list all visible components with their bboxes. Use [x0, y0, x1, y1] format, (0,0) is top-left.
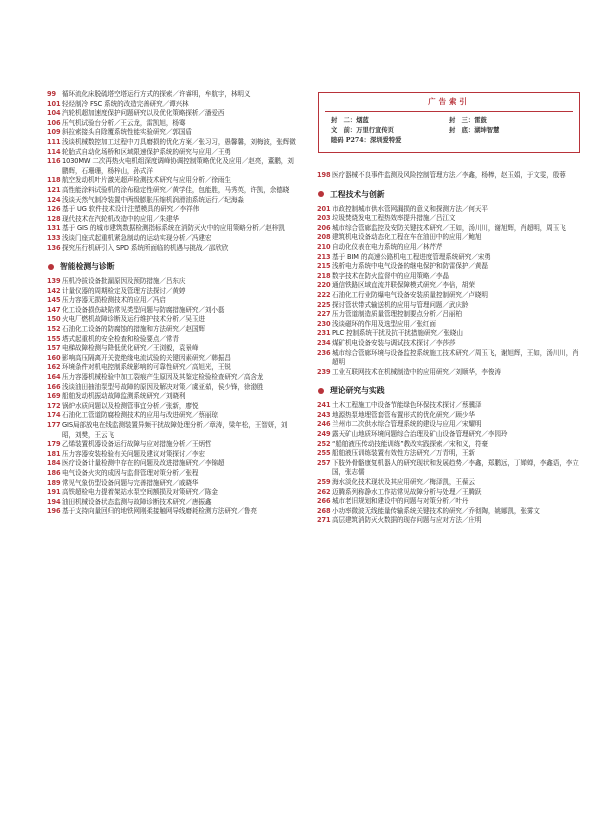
toc-entry[interactable]	[318, 243, 580, 253]
article-title: 高铁超检电力提着架站水泵空间额损及对策研究／陈金	[62, 488, 218, 497]
toc-entry[interactable]	[318, 224, 580, 234]
toc-entry[interactable]	[48, 488, 300, 498]
page-number: 116	[47, 157, 61, 166]
toc-entry[interactable]	[48, 363, 300, 373]
page-number: 169	[47, 392, 61, 401]
page-number: 241	[317, 401, 331, 410]
page-number: 186	[47, 468, 61, 477]
article-title: 压力容器无损检测技术的应用／冯启	[62, 296, 166, 305]
toc-entry[interactable]	[48, 277, 300, 287]
toc-entry[interactable]	[318, 301, 580, 311]
page-number: 215	[317, 262, 331, 271]
toc-entry[interactable]	[48, 234, 300, 244]
toc-entry[interactable]	[48, 157, 300, 176]
page-number: 111	[47, 137, 61, 146]
ad-index-box	[318, 92, 580, 153]
page-number: 155	[47, 334, 61, 343]
page-number: 225	[317, 300, 331, 309]
article-title: 浅谈机械数控加工过程中刀具磨损的优化方案／张习习，愚馨馨，刘梅波，张辉微	[62, 137, 296, 146]
page-number: 128	[47, 214, 61, 223]
toc-entry[interactable]	[48, 498, 300, 508]
page-number: 257	[317, 458, 331, 467]
toc-entry[interactable]	[318, 214, 580, 224]
right-article-list	[318, 171, 580, 526]
page-number: 206	[317, 223, 331, 232]
article-title: 城市综合管廊环境与设备监控系统施工技术研究／周玉飞，谢旭辉，王如，汤川川，肖超明	[332, 348, 579, 367]
page-number: 106	[47, 118, 61, 127]
page-number: 271	[317, 516, 331, 525]
article-title: 建筑机电设备动态化工程在车在油田中的应用／鲍旭	[332, 233, 482, 242]
article-title: 浅谈门座式起重机紧急制动的运动实现分析／冯建宏	[62, 233, 212, 242]
article-title: 自动化仪表在电力系统的应用／林芹芹	[332, 242, 443, 251]
article-title: 船舶发动机振动故障监测系统研究／刘晓利	[62, 392, 186, 401]
article-title: “船舶液压传动技能训练”教改实践探索／宋和义，符豪	[332, 439, 488, 448]
toc-entry[interactable]	[48, 148, 300, 158]
page-number: 194	[47, 497, 61, 506]
article-title: 斜拉索接头自除覆系统性能实验研究／郭国盾	[62, 128, 192, 137]
page-number: 218	[317, 271, 331, 280]
article-title: 电梯故障检测与降低优化研究／王浏毅，袁景峰	[62, 344, 199, 353]
toc-entry[interactable]	[48, 215, 300, 225]
article-title: 城市综合管廊监控及安防关键技术研究／王如，汤川川，谢旭辉，肖超明，周玉飞	[332, 223, 566, 232]
toc-entry[interactable]	[48, 402, 300, 412]
ad-cell: 睦码 P274：深圳爱特爱	[331, 137, 402, 144]
page-number: 172	[47, 401, 61, 410]
toc-entry[interactable]	[318, 368, 580, 378]
article-title: 探究压行机研引入 SPD 系统所面临的机遇与挑战／邵欣欣	[62, 243, 229, 252]
page-number: 213	[317, 252, 331, 261]
page-number: 259	[317, 478, 331, 487]
toc-entry[interactable]	[48, 325, 300, 335]
article-title: 影响高压隔离开关瓷绝缘电流试验的关键因素研究／韩振昌	[62, 353, 231, 362]
toc-entry[interactable]	[318, 291, 580, 301]
toc-entry[interactable]	[48, 392, 300, 402]
article-title: 压气机试验台分析／王云龙，雷凯旭，杨骞	[62, 118, 186, 127]
toc-entry[interactable]	[318, 430, 580, 440]
right-column	[318, 90, 580, 526]
toc-entry[interactable]	[48, 411, 300, 421]
article-title: 现代技术在汽轮机改造中的应用／朱建华	[62, 214, 179, 223]
article-title: 高层建筑消防灭火数据的现存问题与应对方法／庄明	[332, 516, 482, 525]
toc-entry[interactable]	[48, 344, 300, 354]
page-number: 220	[317, 281, 331, 290]
article-title: 基于 GIS 的城市建筑数据检测指标系统在消防灭火中的应用策略分析／赵梓凯	[62, 224, 285, 233]
toc-entry[interactable]	[48, 459, 300, 469]
page-number: 231	[317, 329, 331, 338]
ad-cell: 封 二：烟蓝	[331, 117, 369, 124]
article-title: 浅析电力系统中电气设备的继电保护和防雷保护／黄磊	[332, 262, 488, 271]
toc-entry[interactable]	[48, 335, 300, 345]
ad-cell: 封 三：雷鼓	[449, 117, 487, 124]
page-number: 131	[47, 224, 61, 233]
toc-entry[interactable]	[318, 205, 580, 215]
article-title: 计量仪器的周期检定及管理方法探讨／黄婷	[62, 286, 186, 295]
article-title: 基于 UG 软件技术设计注塑模具的研究／李祥伟	[62, 205, 200, 214]
toc-entry[interactable]	[48, 383, 300, 393]
article-title: 乙烯装置机器设备运行故障与应对措施分析／王炳哲	[62, 440, 212, 449]
page-number: 266	[317, 497, 331, 506]
toc-entry[interactable]	[48, 100, 300, 110]
article-title: 航空发动机叶片激光超声检测技术研究与应用分析／徐雨生	[62, 176, 231, 185]
bullet-dot-icon	[318, 191, 324, 197]
page-number: 268	[317, 506, 331, 515]
page-number: 145	[47, 296, 61, 305]
article-title: 塔式起重机的安全检查和检验要点／常青	[62, 334, 179, 343]
page-number: 104	[47, 109, 61, 118]
page-number: 210	[317, 242, 331, 251]
toc-entry[interactable]	[48, 479, 300, 489]
article-title: 油田机械设备状态监测与故障诊断技术研究／唐振鑫	[62, 497, 212, 506]
toc-entry[interactable]	[48, 138, 300, 148]
page-number: 126	[47, 205, 61, 214]
page-number: 157	[47, 344, 61, 353]
article-title: 通信铁路区域直流并联保障模式研究／李倍，胡荣	[332, 281, 475, 290]
toc-entry[interactable]	[48, 287, 300, 297]
toc-entry[interactable]	[48, 128, 300, 138]
toc-entry[interactable]	[48, 119, 300, 129]
toc-entry[interactable]	[318, 440, 580, 450]
toc-entry[interactable]	[48, 186, 300, 196]
left-column	[48, 90, 300, 517]
article-title: 数字技术在防火监督中的应用策略／李晶	[332, 271, 449, 280]
section-heading	[318, 385, 580, 396]
toc-entry[interactable]	[318, 459, 580, 478]
page-number: 201	[317, 204, 331, 213]
page-number: 252	[317, 439, 331, 448]
article-title: 地源热泵地埋管套管布置形式的优化研究／顾少华	[332, 410, 475, 419]
toc-entry[interactable]	[318, 320, 580, 330]
article-title: 浅谈天然气制冷装置中两级膨胀压缩机润滑油系统运行／纪海淼	[62, 195, 244, 204]
page-number: 236	[317, 348, 331, 357]
article-title: 探讨管状带式输送机的应用与管理问题／武庆龄	[332, 300, 469, 309]
toc-entry[interactable]	[48, 354, 300, 364]
page-number: 109	[47, 128, 61, 137]
toc-entry[interactable]	[48, 507, 300, 517]
article-title: 压机冷拔设备批漏原因及预防措施／吕东庆	[62, 277, 186, 286]
ad-index-title: 广告索引	[325, 93, 573, 112]
page-number: 99	[47, 90, 56, 98]
page-number: 150	[47, 315, 61, 324]
toc-entry[interactable]	[48, 176, 300, 186]
article-title: 常见气象仿型设备问题与完善措施研究／戚晓华	[62, 478, 199, 487]
page-number: 208	[317, 233, 331, 242]
toc-entry[interactable]	[48, 469, 300, 479]
toc-entry[interactable]	[48, 244, 300, 254]
page-number: 147	[47, 305, 61, 314]
toc-entry[interactable]	[318, 449, 580, 459]
page-number: 255	[317, 449, 331, 458]
toc-entry[interactable]	[318, 339, 580, 349]
ad-row	[319, 136, 579, 146]
toc-entry[interactable]	[48, 373, 300, 383]
page-number: 139	[47, 277, 61, 286]
page-number: 196	[47, 507, 61, 516]
page-number: 118	[47, 176, 61, 185]
article-title: 基于 BIM 的高速公路机电工程进度管理系统研究／宋勇	[332, 252, 491, 261]
ad-row	[319, 126, 579, 136]
page-number: 234	[317, 338, 331, 347]
toc-entry[interactable]	[48, 450, 300, 460]
article-title: 垃圾焚烧发电工程热效率提升措施／吕江文	[332, 214, 456, 223]
article-title: 汽轮机超加速度保护问题研究以及优化策略探析／潘爱西	[62, 109, 225, 118]
page-number: 249	[317, 430, 331, 439]
toc-entry[interactable]	[48, 109, 300, 119]
article-title: 海水淡化技术现状及其应用研究／梅泽凯，王葆云	[332, 478, 475, 487]
toc-entry[interactable]	[318, 253, 580, 263]
page-number: 239	[317, 367, 331, 376]
article-title: 医疗器械不良事件监测及风险控制管理方法／李鑫，杨棒，赵玉娟，于文雯，殷蓉	[332, 171, 566, 179]
toc-entry[interactable]	[318, 262, 580, 272]
article-title: 市政控制城市供水管网漏损的意义和探测方法／何天平	[332, 204, 488, 213]
page-number: 198	[317, 171, 331, 179]
toc-entry[interactable]	[318, 171, 580, 181]
page-number: 246	[317, 420, 331, 429]
page-number: 164	[47, 373, 61, 382]
article-title: 火电厂燃机故障诊断及运行维护技术分析／吴玉进	[62, 315, 205, 324]
article-title: 兰州市二次供水综合管理系统的建设与应用／宋耀明	[332, 420, 482, 429]
page-number: 124	[47, 195, 61, 204]
page-number: 101	[47, 99, 61, 108]
article-title: GIS局部放电在线监测装置异频干扰故障处理分析／章涛，梁年松，王智妍，刘昭，刘樊，王云飞	[62, 421, 288, 439]
page-number: 243	[317, 410, 331, 419]
toc-entry[interactable]	[48, 205, 300, 215]
toc-entry[interactable]	[318, 497, 580, 507]
section-heading	[318, 189, 580, 200]
article-title: 压力容器机械检验中加工裂痕产生原因及其鉴定检验检查研究／高含龙	[62, 373, 264, 382]
page-number: 136	[47, 243, 61, 252]
page-number: 191	[47, 488, 61, 497]
article-title: 工业互联网技术在机械制造中的应用研究／刘顺华，李俊涛	[332, 367, 501, 376]
article-title: 露天矿山地质环境问题综合治理及矿山设备管理研究／李园玲	[332, 430, 508, 439]
article-title: 下肢外骨骼康复机器人的研究现状和发展趋势／李鑫，郑鹏远，丁婵婵，李鑫语，李立国，张志儒	[332, 458, 579, 477]
page-number: 133	[47, 233, 61, 242]
article-title: 煤矿机电设备安装与调试技术探讨／李莎莎	[332, 338, 456, 347]
toc-entry[interactable]	[48, 421, 300, 440]
page-number: 184	[47, 459, 61, 468]
section-title: 智能检测与诊断	[60, 262, 115, 272]
toc-entry[interactable]	[48, 315, 300, 325]
toc-entry[interactable]	[48, 224, 300, 234]
toc-entry[interactable]	[318, 272, 580, 282]
article-title: 城市老旧规划和建设中的问题与对策分析／叶丹	[332, 497, 469, 506]
page-number: 262	[317, 487, 331, 496]
page-number: 222	[317, 290, 331, 299]
page-number: 203	[317, 214, 331, 223]
bullet-dot-icon	[48, 264, 54, 270]
article-title: 石油化工行业防爆电气设备安装质量控制研究／卢晓明	[332, 290, 488, 299]
article-title: 医疗设备计量检测中存在的问题及改进措施研究／李锦超	[62, 459, 225, 468]
article-title: 土木工程施工中设备节能绿色环保技术探讨／蔡骥泽	[332, 401, 482, 410]
page-number: 177	[47, 421, 61, 429]
page-number: 142	[47, 286, 61, 295]
article-title: 轻烃制冷 FSC 系统的改造完善研究／谭兴林	[62, 99, 189, 108]
ad-cell	[449, 136, 567, 146]
article-title: 锅炉水质问题以及检测管事宜分析／张新，廖悦	[62, 401, 199, 410]
article-title: 压力容器安装检验有关问题及建议对策探讨／李宏	[62, 449, 205, 458]
toc-entry[interactable]	[48, 440, 300, 450]
article-title: 化工设备损伤缺陷常见类型问题与防腐措施研究／刘小磊	[62, 305, 225, 314]
article-title: 电气设备火灾的成因与监督管理对策分析／张程	[62, 468, 199, 477]
toc-entry[interactable]	[318, 349, 580, 368]
article-title: PLC 控制系统干扰及抗干扰措施研究／张晓山	[332, 329, 463, 338]
page-number: 160	[47, 353, 61, 362]
section-heading	[48, 261, 300, 272]
page-number: 181	[47, 449, 61, 458]
article-title: 环境条件对机电控制系统影响的可靠性研究／高旭光，王锐	[62, 363, 231, 372]
bullet-dot-icon	[318, 388, 324, 394]
toc-entry[interactable]	[318, 401, 580, 411]
toc-entry[interactable]	[48, 90, 300, 100]
toc-entry[interactable]	[318, 478, 580, 488]
article-title: 小功率微波无线能量传输系统关键技术的研究／乔彻陶，姚娜凯，张雾文	[332, 506, 540, 515]
article-title: 压力管道制造质量管理控制要点分析／吕丽柏	[332, 310, 462, 319]
toc-entry[interactable]	[318, 420, 580, 430]
article-title: 1030MW 二次再热火电机组深度调峰协调控制策略优化及应用／赵亮，董鹏，刘鹏辉，石珊珊，杨梓山，孙式洋	[62, 157, 294, 175]
article-title: 高性能涂料试验机的涂布稳定性研究／黄学佳，包能胜，马秀英，许凯，余德晓	[62, 185, 290, 194]
toc-entry[interactable]	[318, 516, 580, 526]
ad-cell: 封 底：湖坤智慧	[449, 127, 500, 134]
toc-entry[interactable]	[318, 488, 580, 498]
section-title: 工程技术与创新	[330, 189, 385, 199]
toc-entry[interactable]	[318, 281, 580, 291]
page-number: 230	[317, 319, 331, 328]
toc-entry[interactable]	[48, 296, 300, 306]
page-number: 166	[47, 382, 61, 391]
ad-row	[319, 116, 579, 126]
toc-entry[interactable]	[318, 310, 580, 320]
article-title: 迈腾系列称静水工作站常见故障分析与处理／王腾跃	[332, 487, 482, 496]
article-title: 循环流化床脱硫塔空塔运行方式的探索／许睿明，牟航宇，林明义	[62, 90, 251, 98]
page-number: 189	[47, 478, 61, 487]
article-title: 基于支持向量回归的地铁网刚柔接触网导线磨耗检测方法研究／鲁亮	[62, 507, 257, 516]
article-title: 浅谈油田抽油泵型号故障的原因及解决对策／虞亚茹，侯少锋，徐渤胜	[62, 382, 264, 391]
section-title: 理论研究与实践	[330, 386, 385, 396]
toc-entry[interactable]	[318, 233, 580, 243]
article-title: 轮胎式自动化场桥和区域限速保护系统的研究与应用／王勇	[62, 147, 231, 156]
toc-entry[interactable]	[318, 329, 580, 339]
article-title: 浅谈磁环的作用及选型应用／张红面	[332, 319, 436, 328]
page-number: 179	[47, 440, 61, 449]
page-number: 227	[317, 310, 331, 319]
ad-cell: 文 前：万里行宣传页	[331, 127, 394, 134]
article-title: 石油化工管道防腐检测技术的应用与改进研究／蔡丽琼	[62, 411, 218, 420]
page-number: 174	[47, 411, 61, 420]
page-number: 162	[47, 363, 61, 372]
article-title: 船舶液压训练装置有效性方法研究／万青明，王新	[332, 449, 475, 458]
page-number: 152	[47, 325, 61, 334]
toc-entry[interactable]	[318, 507, 580, 517]
article-title: 石油化工设备的防腐蚀的措施和方法研究／赵国辉	[62, 325, 205, 334]
page-number: 114	[47, 147, 61, 156]
toc-entry[interactable]	[48, 196, 300, 206]
page-number: 121	[47, 185, 61, 194]
